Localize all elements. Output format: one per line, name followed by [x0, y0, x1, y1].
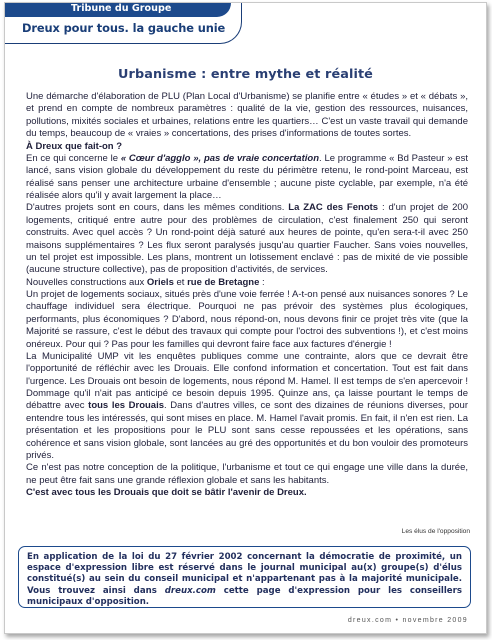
notice-text: En application de la loi du 27 février 2002 concernant la démocratie de proximité, un espace d'expression libre est réservé dans le journal municipal au(x) groupe(s) d'élus constitué(s) au sein du conseil municipal et n'appartenant pas à la majorité municipale. Vous trouvez ainsi dans [27, 552, 462, 596]
text-run: : d'un projet de 200 logements, critiqué entre autre pour des problèmes de circulation, c'est finalement 250 qui seront construits. Avec quel accès ? Un rond-point déjà saturé aux heures de pointe, qu'en sera-t-il avec 250 maisons supplémentaires ? Les flux seront paralysés jusqu'au quartier Faucher. Sans voies nouvelles, un tel projet est impossible. Les plans, montrent un lotissement enclavé : pas de mixité de vie possible (aucune structure collective), pas de proposition d'activités, de services. [26, 202, 469, 276]
text-run: En ce qui concerne le [26, 152, 121, 164]
legal-notice-box [18, 546, 471, 608]
header-banner [5, 3, 242, 44]
paragraph-zac-fenots [26, 202, 468, 276]
paragraph-municipalite [26, 351, 468, 462]
notice-site-name: dreux.com [164, 585, 216, 596]
text-run: D'autres projets sont en cours, dans les mêmes conditions. [26, 202, 289, 214]
question-heading [26, 141, 468, 153]
text-run: Nouvelles constructions aux [26, 276, 147, 288]
emphasis-rue-bretagne: rue de Bretagne [187, 276, 260, 288]
emphasis-tous-drouais: tous les Drouais [88, 400, 165, 412]
group-name: Dreux pour tous. la gauche unie [22, 21, 226, 35]
question-text: À Dreux que fait-on ? [26, 140, 123, 152]
paragraph-logements-sociaux: Un projet de logements sociaux, situés près d'une voie ferrée ! A-t-on pensé aux nuisances sonores ? Le chauffage individuel sera électrique. Pourquoi ne pas prévoir des systèmes plus écologiques, performants, plus économiques ? D'abord, nous répond-on, nous devons finir ce projet très vite (que la Majorité se rassure, c'est le début des travaux qui compte pour l'octroi des subventions !), et c'est moins onéreux. Pour qui ? Pas pour les familles qui devront faire face aux factures d'énergie ! [26, 289, 468, 350]
paragraph-nouvelles-constructions [26, 277, 468, 289]
page-footer: dreux.com • novembre 2009 [347, 617, 468, 624]
article-title: Urbanisme : entre mythe et réalité [118, 67, 373, 82]
magazine-page [4, 2, 487, 634]
notice-text: cette page d'expression pour les conseillers municipaux d'opposition. [27, 585, 462, 607]
paragraph-intro: Une démarche d'élaboration de PLU (Plan Local d'Urbanisme) se planifie entre « études » et « débats », et prend en compte de nombreux paramètres : qualité de la vie, gestion des ressources, nuisances, pollutions, mixités sociales et urbaines, relations entre les quartiers… C'est un vaste travail qui demande du temps, beaucoup de « vraies » concertations, des prises d'informations de toutes sortes. [26, 91, 468, 140]
emphasis-zac-fenots: La ZAC des Fenots [288, 202, 379, 214]
tribune-label: Tribune du Groupe [71, 3, 172, 14]
text-run: et [173, 276, 188, 288]
paragraph-conception: Ce n'est pas notre conception de la politique, l'urbanisme et tout ce qui engage une ville dans la durée, ne peut être fait sans une grande réflexion globale et sans les habitants. [26, 462, 468, 486]
article-signature: Les élus de l'opposition [401, 528, 470, 535]
paragraph-coeur-agglo [26, 153, 468, 203]
text-run: . Dans d'autres villes, ce sont des dizaines de réunions diverses, pour entendre tous les intéressés, qui sont mises en place. M. Hamel l'avait promis. En fait, il n'en est rien. La présentation et les propositions pour le PLU sont sans cesse repoussées et les opérations, sans cohérence et sans vision globale, sont lancées au gré des opportunités et du bon vouloir des promoteurs privés. [26, 400, 468, 461]
paragraph-conclusion [26, 487, 468, 499]
emphasis-coeur-agglo: « Cœur d'agglo », pas de vraie concertation [120, 152, 319, 164]
text-run: . Le programme « Bd Pasteur » est lancé, sans vision globale du développement du reste du périmètre retenu, le rond-point Marceau, est réalisé sans penser une architecture urbaine d'ensemble ; aucune piste cyclable, par exemple, n'a été réalisée alors qu'il y avait largement la place… [26, 152, 468, 201]
text-run: : [259, 276, 265, 288]
text-run: La Municipalité UMP vit les enquêtes publiques comme une contrainte, alors que ce devrait être l'opportunité de réfléchir avec les Drouais. Elle confond information et concertation. Tout est fait dans l'urgence. Les Drouais ont besoin de logements, nous répond M. Hamel. Il est temps de s'en apercevoir ! Dommage qu'il n'ait pas anticipé ce besoin depuis 1995. Quinze ans, ça laisse pourtant le temps de débattre avec [26, 350, 468, 412]
emphasis-oriels: Oriels [146, 276, 174, 288]
conclusion-text: C'est avec tous les Drouais que doit se bâtir l'avenir de Dreux. [26, 487, 307, 498]
article-body [26, 91, 468, 499]
